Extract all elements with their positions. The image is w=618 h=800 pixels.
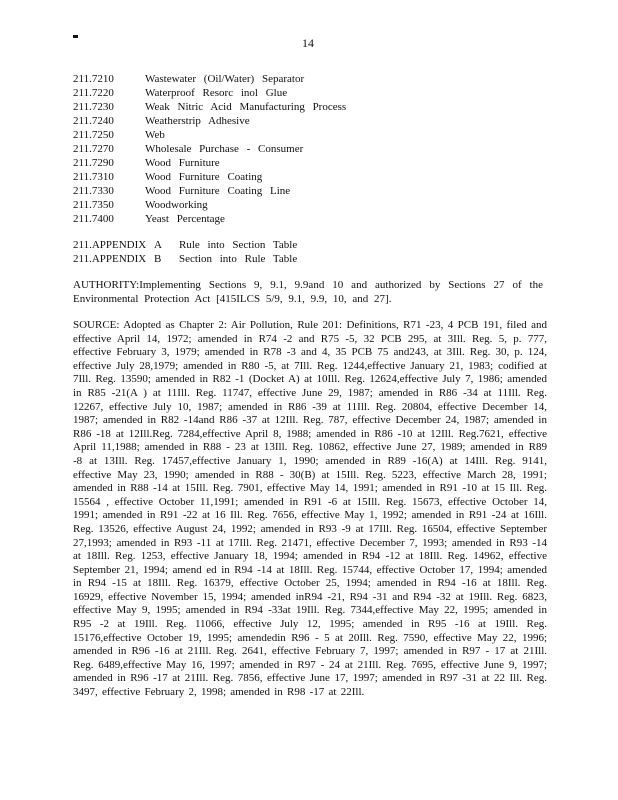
section-name: Wastewater (Oil/Water) Separator bbox=[145, 73, 305, 85]
list-item bbox=[73, 142, 553, 156]
list-item bbox=[73, 238, 553, 252]
section-number: 211.7270 bbox=[73, 143, 114, 155]
list-item bbox=[73, 170, 553, 184]
list-item bbox=[73, 212, 553, 226]
section-number: 211.7290 bbox=[73, 157, 114, 169]
list-item bbox=[73, 198, 553, 212]
section-name: Web bbox=[145, 129, 165, 141]
page-number: 14 bbox=[302, 36, 314, 50]
appendix-name: Rule into Section Table bbox=[179, 239, 298, 251]
section-name: Weak Nitric Acid Manufacturing Process bbox=[145, 101, 347, 113]
appendix-name: Section into Rule Table bbox=[179, 253, 298, 265]
section-name: Waterproof Resorc inol Glue bbox=[145, 87, 288, 99]
list-item bbox=[73, 86, 553, 100]
list-item bbox=[73, 72, 553, 86]
section-name: Weatherstrip Adhesive bbox=[145, 115, 250, 127]
appendix-letter: B bbox=[154, 253, 162, 265]
section-number: 211.7310 bbox=[73, 171, 114, 183]
section-number: 211.7210 bbox=[73, 73, 114, 85]
authority-note: AUTHORITY:Implementing Sections 9, 9.1, 9.9and 10 and authorized by Sections 27 of the Environmental Protection Act [415ILCS 5/9, 9.1, 9.9, 10, and 27]. bbox=[73, 279, 543, 305]
section-name: Woodworking bbox=[145, 199, 208, 211]
appendix-number: 211.APPENDIX bbox=[73, 253, 147, 265]
appendix-number: 211.APPENDIX bbox=[73, 239, 147, 251]
section-number: 211.7240 bbox=[73, 115, 114, 127]
page-mark bbox=[73, 35, 78, 38]
list-item bbox=[73, 156, 553, 170]
section-name: Wood Furniture bbox=[145, 157, 220, 169]
section-name: Wholesale Purchase - Consumer bbox=[145, 143, 304, 155]
section-number: 211.7230 bbox=[73, 101, 114, 113]
list-item bbox=[73, 184, 553, 198]
section-name: Wood Furniture Coating Line bbox=[145, 185, 291, 197]
section-name: Wood Furniture Coating bbox=[145, 171, 263, 183]
section-list bbox=[73, 72, 553, 226]
appendix-list bbox=[73, 238, 553, 266]
appendix-letter: A bbox=[154, 239, 162, 251]
source-note: SOURCE: Adopted as Chapter 2: Air Pollution, Rule 201: Definitions, R71 -23, 4 PCB 191, filed and effective April 14, 1972; amended in R74 -2 and R75 -5, 32 PCB 295, at 3Ill. Reg. 5, p. 777, effective February 3, 1979; amended in R78 -3 and 4, 35 PCB 75 and243, at 3Ill. Reg. 30, p. 124, effective July 28,1979; amended in R80 -5, at 7Ill. Reg. 1244,effective January 21, 1983; codified at 7Ill. Reg. 13590; amended in R82 -1 (Docket A) at 10Ill. Reg. 12624,effective July 7, 1986; amended in R85 -21(A ) at 11Ill. Reg. 11747, effective June 29, 1987; amended in R86 -34 at 11Ill. Reg. 12267, effective July 10, 1987; amended in R86 -39 at 11Ill. Reg. 20804, effective December 14, 1987; amended in R82 -14and R86 -37 at 12Ill. Reg. 787, effective December 24, 1987; amended in R86 -18 at 12Ill.Reg. 7284,effective April 8, 1988; amended in R86 -10 at 12Ill. Reg.7621, effective April 11,1988; amended in R88 - 23 at 13Ill. Reg. 10862, effective June 27, 1989; amended in R89 -8 at 13Ill. Reg. 17457,effective January 1, 1990; amended in R89 -16(A) at 14Ill. Reg. 9141, effective May 23, 1990; amended in R88 - 30(B) at 15Ill. Reg. 5223, effective March 28, 1991; amended in R88 -14 at 15Ill. Reg. 7901, effective May 14, 1991; amended in R91 -10 at 15 Ill. Reg. 15564 , effective October 11,1991; amended in R91 -6 at 15Ill. Reg. 15673, effective October 14, 1991; amended in R91 -22 at 16 Ill. Reg. 7656, effective May 1, 1992; amended in R91 -24 at 16Ill. Reg. 13526, effective August 24, 1992; amended in R93 -9 at 17Ill. Reg. 16504, effective September 27,1993; amended in R93 -11 at 17Ill. Reg. 21471, effective December 7, 1993; amended in R93 -14 at 18Ill. Reg. 1253, effective January 18, 1994; amended in R94 -12 at 18Ill. Reg. 14962, effective September 21, 1994; amend ed in R94 -14 at 18Ill. Reg. 15744, effective October 17, 1994; amended in R94 -15 at 18Ill. Reg. 16379, effective October 25, 1994; amended in R94 -16 at 18Ill. Reg. 16929, effective November 15, 1994; amended inR94 -21, R94 -31 and R94 -32 at 19Ill. Reg. 6823, effective May 9, 1995; amended in R94 -33at 19Ill. Reg. 7344,effective May 22, 1995; amended in R95 -2 at 19Ill. Reg. 11066, effective July 12, 1995; amended in R95 -16 at 19Ill. Reg. 15176,effective October 19, 1995; amendedin R96 - 5 at 20Ill. Reg. 7590, effective May 22, 1996; amended in R96 -16 at 21Ill. Reg. 2641, effective February 7, 1997; amended in R97 - 17 at 21Ill. Reg. 6489,effective May 16, 1997; amended in R97 - 24 at 21Ill. Reg. 7695, effective June 9, 1997; amended in R96 -17 at 21Ill. Reg. 7856, effective June 17, 1997; amended in R97 -31 at 22 Ill. Reg. 3497, effective February 2, 1998; amended in R98 -17 at 22Ill. bbox=[73, 319, 547, 699]
section-number: 211.7350 bbox=[73, 199, 114, 211]
section-name: Yeast Percentage bbox=[145, 213, 225, 225]
list-item bbox=[73, 100, 553, 114]
list-item bbox=[73, 128, 553, 142]
section-number: 211.7400 bbox=[73, 213, 114, 225]
list-item bbox=[73, 114, 553, 128]
section-number: 211.7220 bbox=[73, 87, 114, 99]
section-number: 211.7330 bbox=[73, 185, 114, 197]
section-number: 211.7250 bbox=[73, 129, 114, 141]
list-item bbox=[73, 252, 553, 266]
